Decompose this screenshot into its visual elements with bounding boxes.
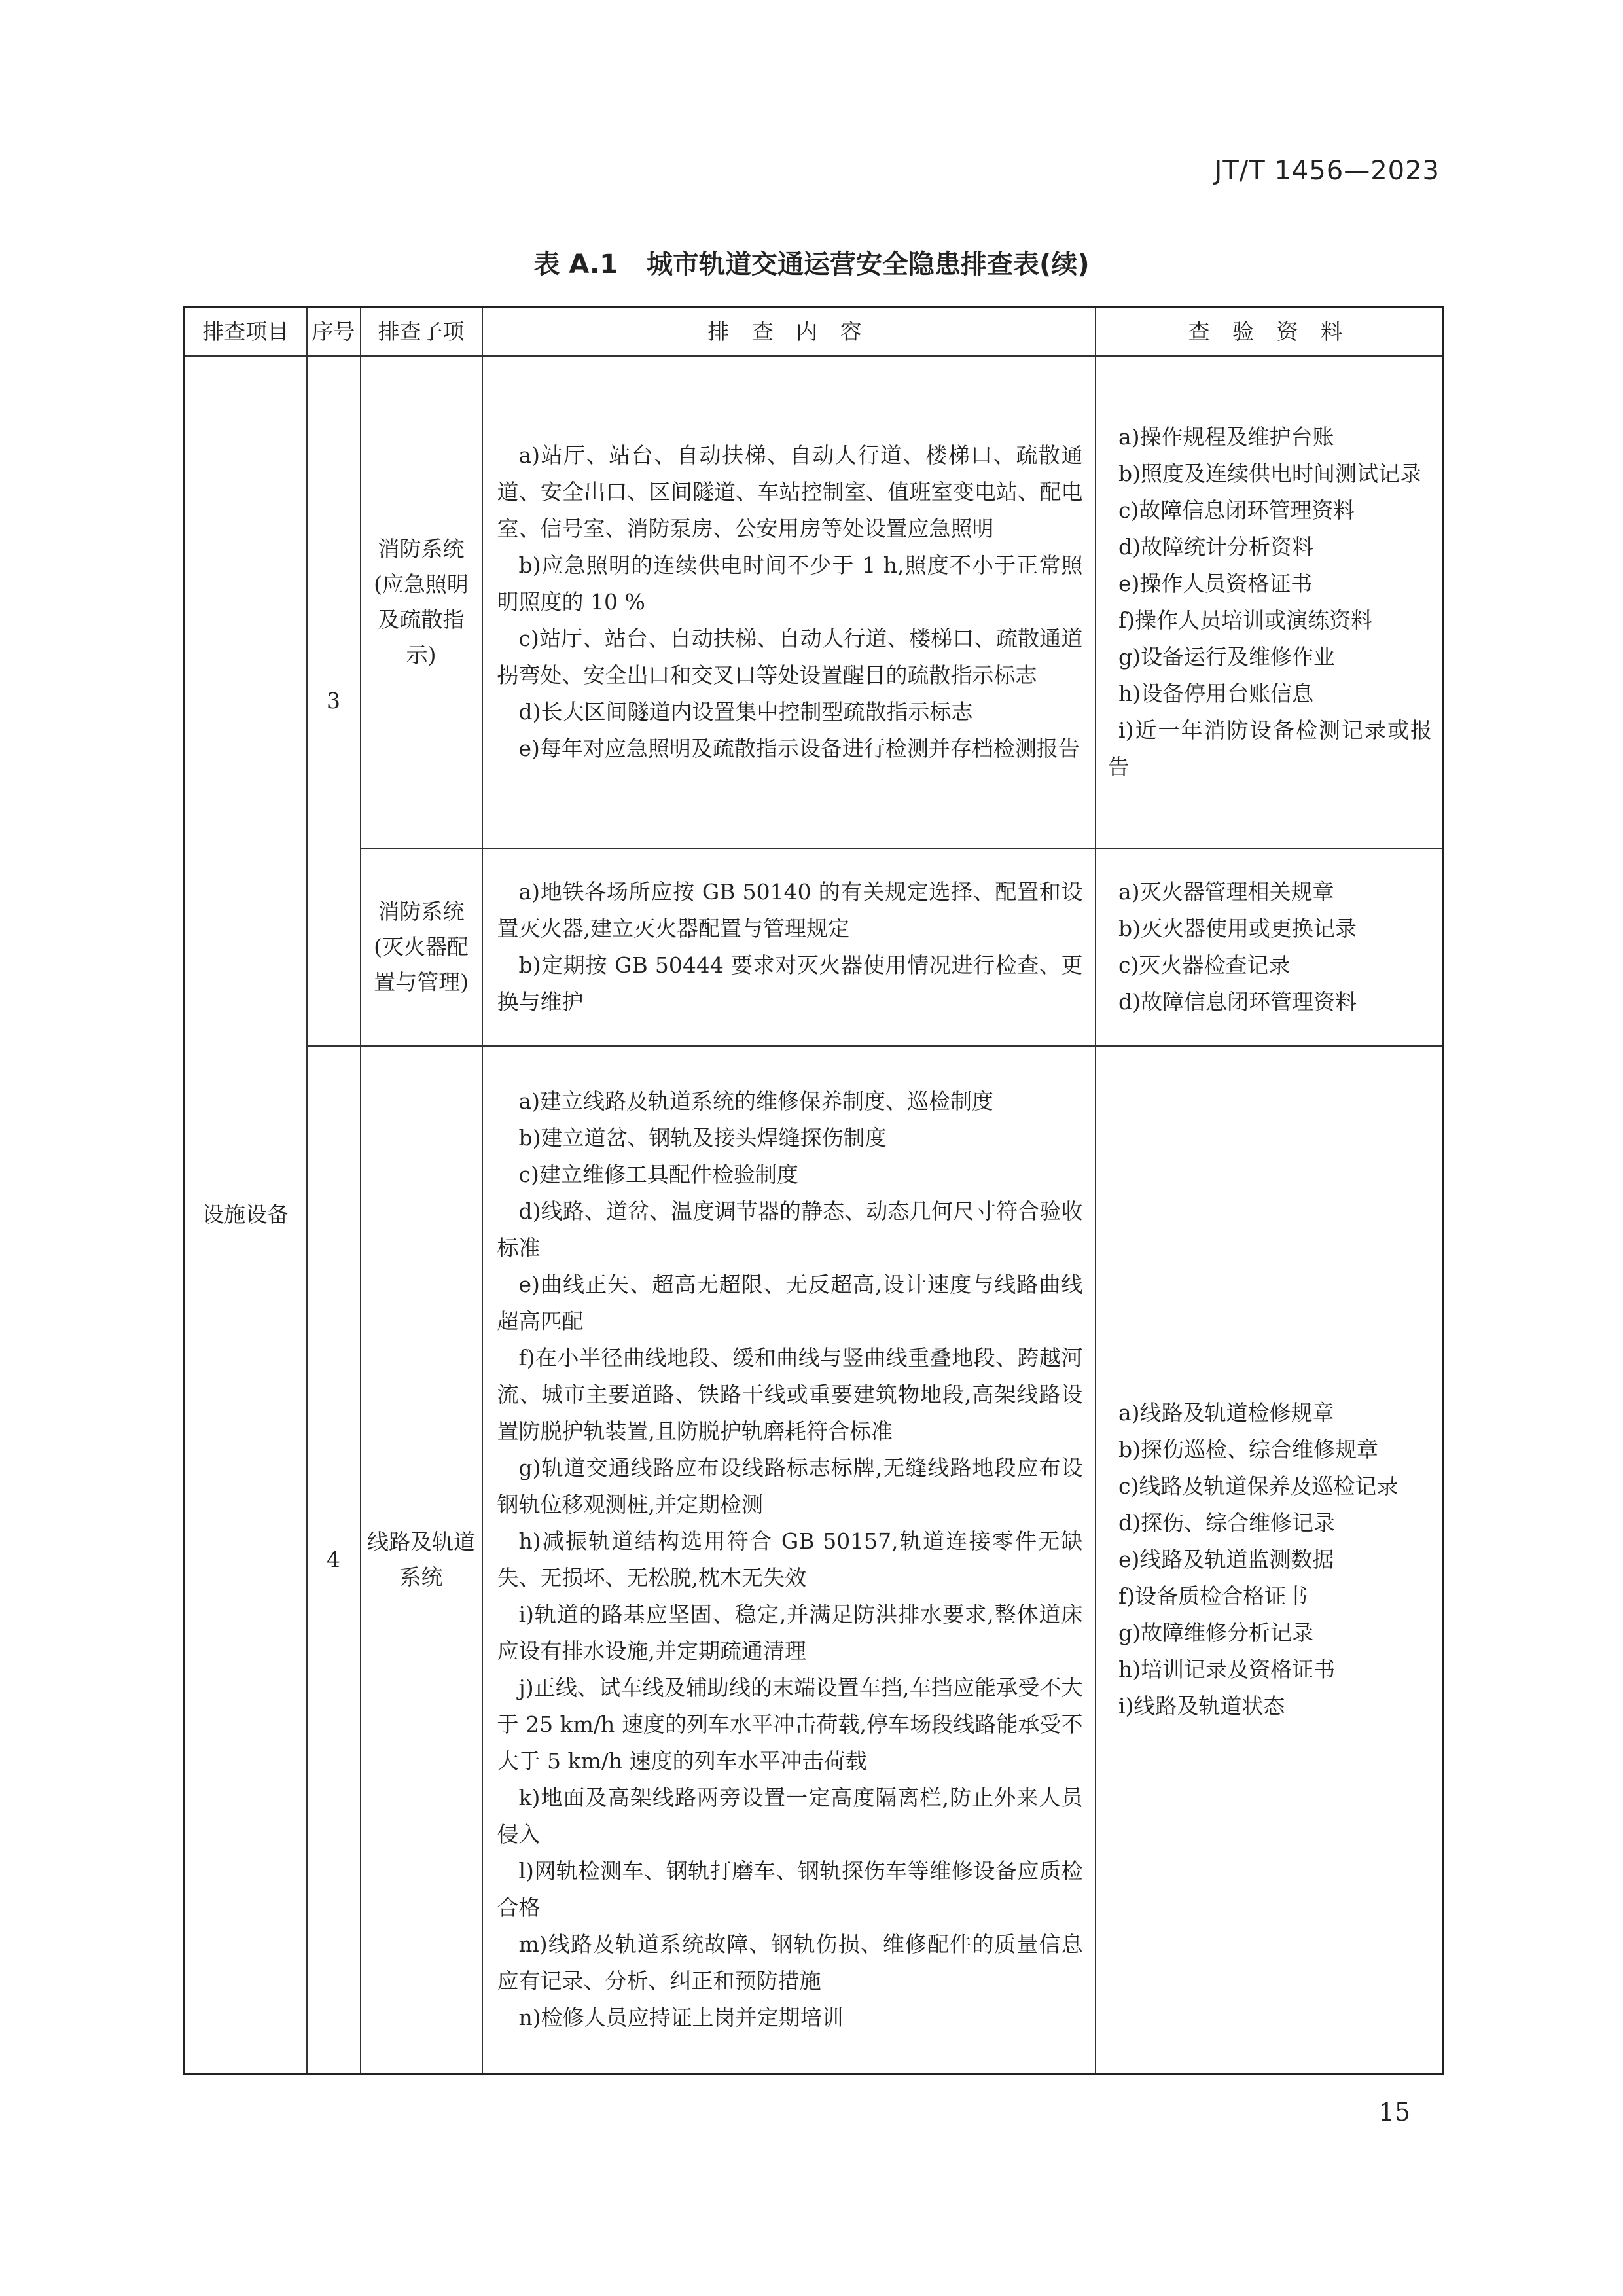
materials-cell xyxy=(1096,1046,1444,2073)
content-item: j)正线、试车线及辅助线的末端设置车挡,车挡应能承受不大于 25 km/h 速度的列车水平冲击荷载,停车场段线路能承受不大于 5 km/h 速度的列车水平冲击荷载 xyxy=(497,1674,1083,1774)
content-item: k)地面及高架线路两旁设置一定高度隔离栏,防止外来人员侵入 xyxy=(497,1784,1083,1847)
sub-item-cell: 消防系统(应急照明及疏散指示) xyxy=(361,356,482,848)
content-item: c)站厅、站台、自动扶梯、自动人行道、楼梯口、疏散通道拐弯处、安全出口和交叉口等处设置醒目的疏散指示标志 xyxy=(497,626,1083,688)
content-item: b)定期按 GB 50444 要求对灭火器使用情况进行检查、更换与维护 xyxy=(497,952,1083,1014)
header-inspection-item: 排查项目 xyxy=(185,308,307,357)
seq-cell: 3 xyxy=(307,356,361,1046)
material-item: f)操作人员培训或演练资料 xyxy=(1118,607,1373,633)
material-item: f)设备质检合格证书 xyxy=(1118,1583,1308,1609)
material-item: d)故障统计分析资料 xyxy=(1118,534,1313,560)
table-number: 表 A.1 xyxy=(533,249,618,279)
header-seq: 序号 xyxy=(307,308,361,357)
sub-item-cell: 消防系统(灭火器配置与管理) xyxy=(361,848,482,1046)
content-item: e)曲线正矢、超高无超限、无反超高,设计速度与线路曲线超高匹配 xyxy=(497,1271,1083,1334)
table-caption: 城市轨道交通运营安全隐患排查表(续) xyxy=(647,249,1090,279)
content-item: l)网轨检测车、钢轨打磨车、钢轨探伤车等维修设备应质检合格 xyxy=(497,1857,1083,1920)
hazard-inspection-table xyxy=(183,306,1444,2075)
content-item: a)站厅、站台、自动扶梯、自动人行道、楼梯口、疏散通道、安全出口、区间隧道、车站控制室、值班室变电站、配电室、信号室、消防泵房、公安用房等处设置应急照明 xyxy=(497,442,1083,541)
table-title xyxy=(0,243,1623,281)
material-item: b)照度及连续供电时间测试记录 xyxy=(1118,461,1421,486)
table-row xyxy=(185,1046,1444,2073)
material-item: i)线路及轨道状态 xyxy=(1118,1693,1285,1719)
content-cell xyxy=(482,848,1096,1046)
content-cell xyxy=(482,356,1096,848)
material-item: e)操作人员资格证书 xyxy=(1118,571,1313,596)
content-item: g)轨道交通线路应布设线路标志标牌,无缝线路地段应布设钢轨位移观测桩,并定期检测 xyxy=(497,1454,1083,1517)
material-item: d)故障信息闭环管理资料 xyxy=(1118,989,1357,1014)
content-item: b)建立道岔、钢轨及接头焊缝探伤制度 xyxy=(518,1124,887,1151)
content-item: n)检修人员应持证上岗并定期培训 xyxy=(518,2004,844,2030)
content-item: h)减振轨道结构选用符合 GB 50157,轨道连接零件无缺失、无损坏、无松脱,枕木无失效 xyxy=(497,1528,1083,1590)
category-cell: 设施设备 xyxy=(185,356,307,2073)
material-item: h)培训记录及资格证书 xyxy=(1118,1656,1336,1682)
header-materials: 查 验 资 料 xyxy=(1096,308,1444,357)
content-item: f)在小半径曲线地段、缓和曲线与竖曲线重叠地段、跨越河流、城市主要道路、铁路干线或重要建筑物地段,高架线路设置防脱护轨装置,且防脱护轨磨耗符合标准 xyxy=(497,1344,1083,1444)
page-number: 15 xyxy=(1378,2098,1410,2126)
content-item: i)轨道的路基应坚固、稳定,并满足防洪排水要求,整体道床应设有排水设施,并定期疏通清理 xyxy=(497,1601,1083,1664)
material-item: i)近一年消防设备检测记录或报告 xyxy=(1107,717,1432,780)
material-item: b)灭火器使用或更换记录 xyxy=(1118,916,1357,941)
content-item: a)建立线路及轨道系统的维修保养制度、巡检制度 xyxy=(518,1088,994,1114)
material-item: a)操作规程及维护台账 xyxy=(1118,424,1334,450)
header-content: 排 查 内 容 xyxy=(482,308,1096,357)
material-item: c)故障信息闭环管理资料 xyxy=(1118,497,1355,523)
material-item: a)线路及轨道检修规章 xyxy=(1118,1399,1334,1426)
content-item: d)线路、道岔、温度调节器的静态、动态几何尺寸符合验收标准 xyxy=(497,1198,1083,1261)
material-item: d)探伤、综合维修记录 xyxy=(1118,1509,1335,1535)
content-item: d)长大区间隧道内设置集中控制型疏散指示标志 xyxy=(518,699,973,725)
material-item: g)设备运行及维修作业 xyxy=(1118,644,1335,670)
standard-code: JT/T 1456—2023 xyxy=(1214,156,1440,186)
content-item: b)应急照明的连续供电时间不少于 1 h,照度不小于正常照明照度的 10 % xyxy=(497,552,1083,615)
material-item: c)灭火器检查记录 xyxy=(1118,952,1291,978)
materials-cell xyxy=(1096,356,1444,848)
table-header-row xyxy=(185,308,1444,357)
materials-cell xyxy=(1096,848,1444,1046)
material-item: b)探伤巡检、综合维修规章 xyxy=(1118,1436,1378,1462)
table-row xyxy=(185,848,1444,1046)
material-item: g)故障维修分析记录 xyxy=(1118,1619,1313,1645)
sub-item-cell: 线路及轨道系统 xyxy=(361,1046,482,2073)
content-item: a)地铁各场所应按 GB 50140 的有关规定选择、配置和设置灭火器,建立灭火器配置与管理规定 xyxy=(497,879,1083,941)
material-item: c)线路及轨道保养及巡检记录 xyxy=(1118,1473,1399,1499)
material-item: h)设备停用台账信息 xyxy=(1118,681,1314,706)
table-row xyxy=(185,356,1444,848)
material-item: e)线路及轨道监测数据 xyxy=(1118,1546,1334,1572)
content-item: e)每年对应急照明及疏散指示设备进行检测并存档检测报告 xyxy=(518,736,1080,761)
content-cell xyxy=(482,1046,1096,2073)
header-sub-item: 排查子项 xyxy=(361,308,482,357)
content-item: m)线路及轨道系统故障、钢轨伤损、维修配件的质量信息应有记录、分析、纠正和预防措施 xyxy=(497,1931,1083,1994)
material-item: a)灭火器管理相关规章 xyxy=(1118,879,1334,905)
seq-cell: 4 xyxy=(307,1046,361,2073)
content-item: c)建立维修工具配件检验制度 xyxy=(518,1161,798,1187)
